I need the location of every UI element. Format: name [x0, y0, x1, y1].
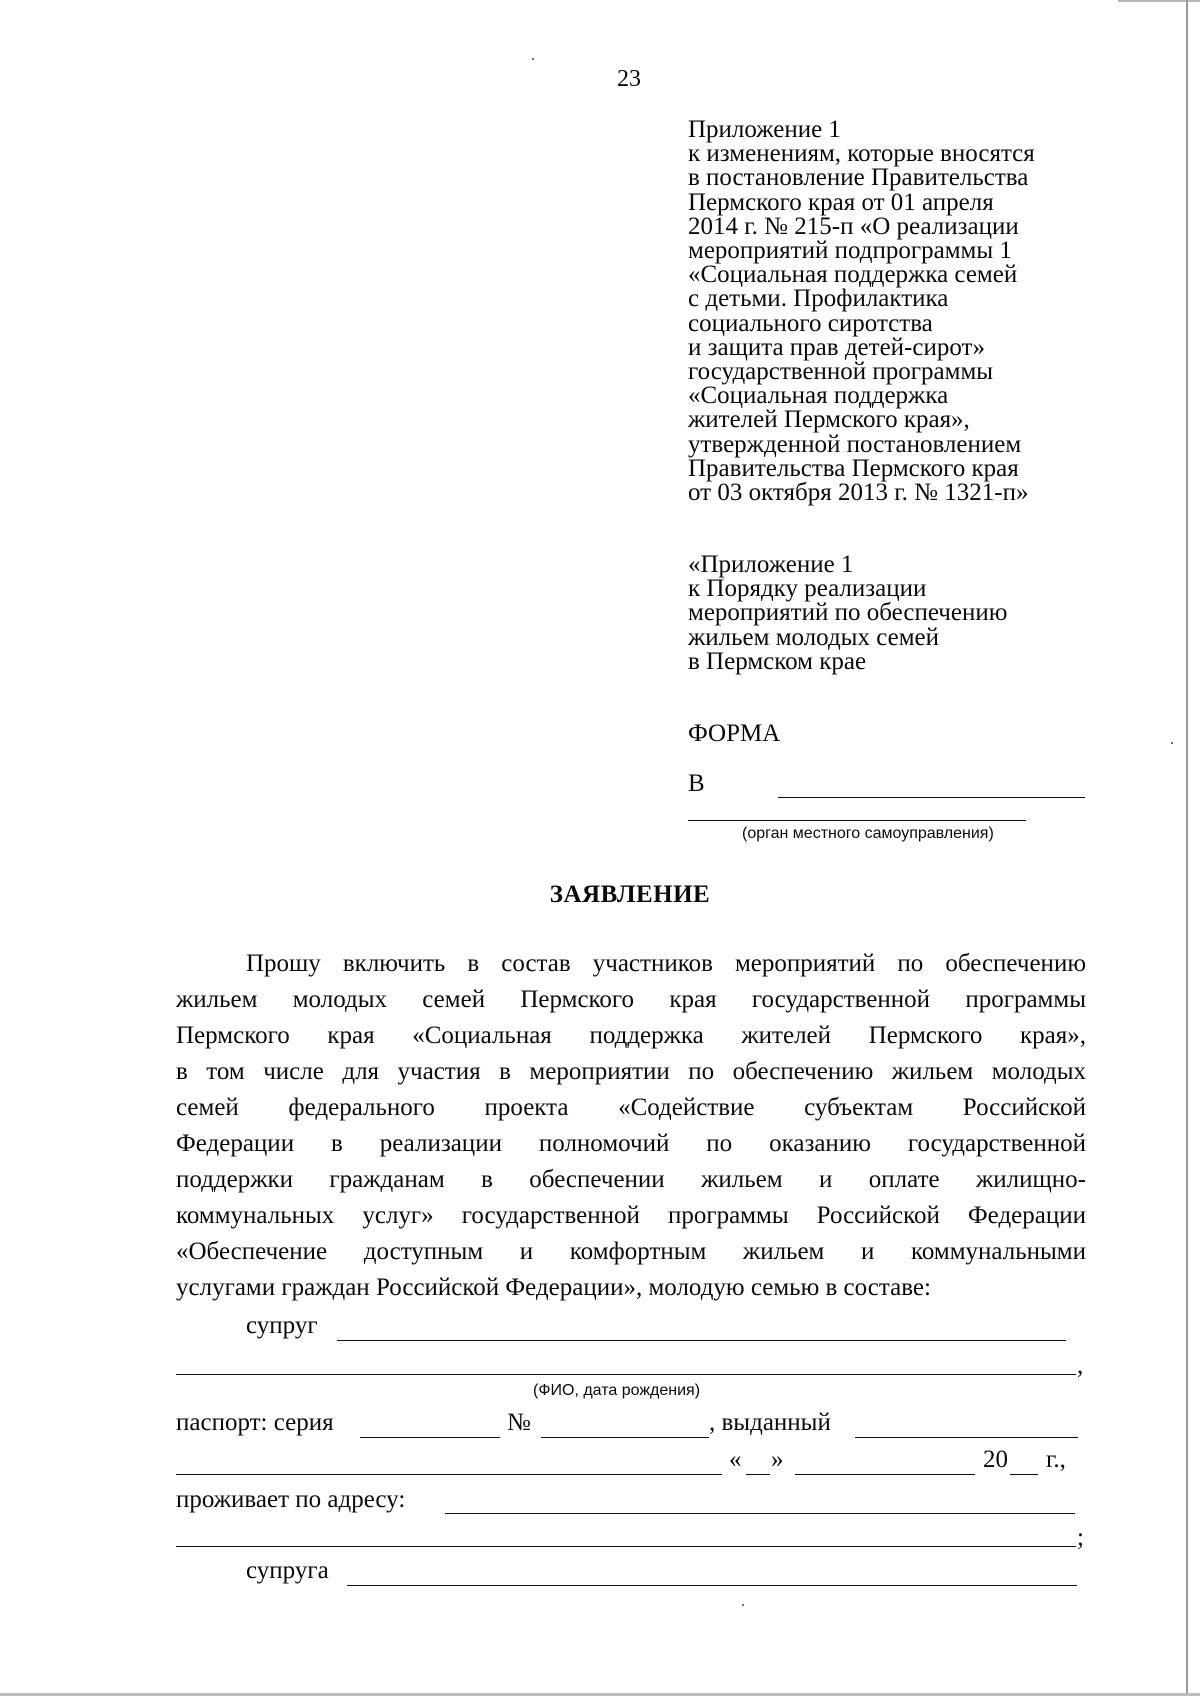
recipient-prefix: В [688, 770, 705, 797]
appendix-header-line: «Социальная поддержка [688, 382, 949, 410]
passport-number-label: № [507, 1409, 531, 1436]
passport-issued-label: , выданный [709, 1409, 831, 1436]
year-prefix: 20 [983, 1446, 1008, 1473]
appendix-order-line: «Приложение 1 [688, 551, 854, 578]
request-paragraph-line: услугами граждан Российской Федерации», молодую семью в составе: [176, 1274, 931, 1301]
appendix-header-line: Приложение 1 [688, 116, 841, 143]
form-label: ФОРМА [688, 720, 781, 747]
year-suffix: г., [1046, 1446, 1066, 1473]
appendix-header-line: к изменениям, которые вносятся [688, 140, 1035, 168]
appendix-header-line: государственной программы [688, 358, 994, 386]
spouse-husband-line-2 [176, 1374, 1076, 1375]
recipient-line-2 [688, 820, 1026, 821]
appendix-order-line: мероприятий по обеспечению [688, 599, 1008, 627]
appendix-header-line: и защита прав детей-сирот» [688, 333, 985, 361]
request-paragraph-line: жильем молодых семей Пермского края государственной программы [176, 986, 1086, 1013]
request-paragraph-line: Федерации в реализации полномочий по оказанию государственной [176, 1130, 1086, 1157]
recipient-line-1 [778, 797, 1085, 798]
address-line-2 [176, 1546, 1076, 1547]
passport-number-line [541, 1437, 709, 1438]
appendix-header-line: социального сиротства [688, 309, 933, 337]
request-paragraph-line: «Обеспечение доступным и комфортным жильем и коммунальными [176, 1238, 1086, 1265]
appendix-header [688, 118, 1148, 505]
address-line-1 [445, 1513, 1075, 1514]
appendix-header-line: мероприятий подпрограммы 1 [688, 237, 1012, 265]
date-month-line [795, 1474, 975, 1475]
issued-by-line [176, 1474, 722, 1475]
appendix-header-line: утвержденной постановлением [688, 430, 1022, 458]
spouse-wife-line [347, 1585, 1077, 1586]
year-line [1010, 1474, 1038, 1475]
date-open-quote: « [729, 1446, 742, 1473]
scan-speck [532, 58, 534, 60]
appendix-header-line: от 03 октября 2013 г. № 1321-п» [688, 479, 1029, 507]
authority-hint: (орган местного самоуправления) [742, 825, 994, 842]
scan-edge-right [1186, 0, 1188, 1696]
semicolon: ; [1077, 1524, 1084, 1551]
date-close-quote: » [771, 1446, 784, 1473]
request-paragraph-line: поддержки гражданам в обеспечении жильем и оплате жилищно- [176, 1166, 1086, 1193]
request-paragraph-line: Пермского края «Социальная поддержка жителей Пермского края», [176, 1022, 1086, 1049]
appendix-header-line: «Социальная поддержка семей [688, 261, 1018, 289]
fio-hint: (ФИО, дата рождения) [533, 1382, 701, 1399]
page-number: 23 [617, 66, 641, 92]
appendix-header-line: жителей Пермского края», [688, 406, 970, 434]
comma: , [1077, 1352, 1084, 1379]
appendix-header-line: Пермского края от 01 апреля [688, 188, 994, 216]
appendix-order-line: к Порядку реализации [688, 575, 927, 603]
request-paragraph-line: семей федерального проекта «Содействие субъектам Российской [176, 1094, 1086, 1121]
request-paragraph-line: в том числе для участия в мероприятии по обеспечению жильем молодых [176, 1058, 1086, 1085]
appendix-header-line: в постановление Правительства [688, 164, 1029, 192]
appendix-header-line: 2014 г. № 215-п «О реализации [688, 212, 1019, 240]
request-paragraph-line: Прошу включить в состав участников мероприятий по обеспечению [246, 950, 1086, 977]
address-label: проживает по адресу: [176, 1486, 406, 1513]
appendix-header-line: с детьми. Профилактика [688, 285, 949, 313]
request-paragraph-line: коммунальных услуг» государственной программы Российской Федерации [176, 1202, 1086, 1229]
appendix-order [688, 553, 1148, 674]
scan-speck [742, 1604, 744, 1606]
spouse-wife-label: супруга [246, 1557, 329, 1584]
passport-series-line [360, 1437, 500, 1438]
scan-speck [1171, 742, 1173, 744]
appendix-header-line: Правительства Пермского края [688, 454, 1019, 482]
appendix-order-line: жильем молодых семей [688, 623, 940, 651]
passport-series-label: паспорт: серия [176, 1409, 334, 1436]
date-day-line [746, 1474, 770, 1475]
appendix-order-line: в Пермском крае [688, 647, 867, 675]
spouse-husband-label: супруг [246, 1312, 318, 1339]
document-title: ЗАЯВЛЕНИЕ [549, 881, 711, 908]
passport-issued-line [855, 1437, 1078, 1438]
spouse-husband-line [337, 1340, 1066, 1341]
